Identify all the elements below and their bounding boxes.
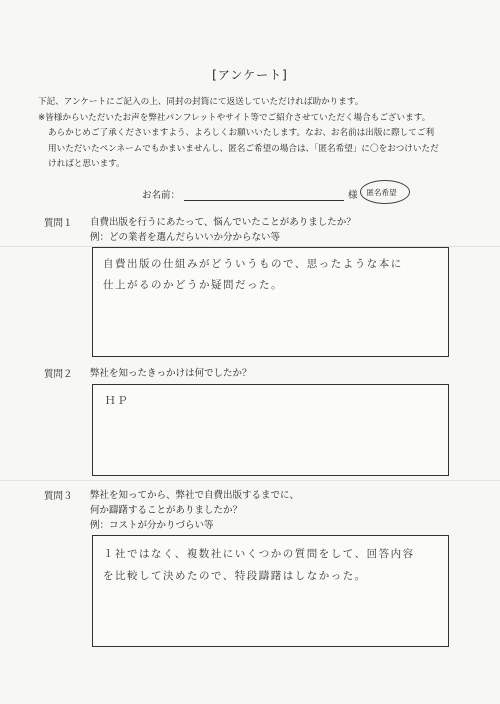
question-number: 質問３ bbox=[44, 491, 73, 502]
handwritten-answer-line: 仕上がるのかどうか疑問だった。 bbox=[103, 279, 283, 291]
question-3 bbox=[44, 488, 299, 533]
answer-box-2[interactable] bbox=[92, 384, 449, 476]
handwritten-answer-line: １社ではなく、複数社にいくつかの質問をして、回答内容 bbox=[103, 548, 415, 560]
name-label: お名前： bbox=[142, 190, 181, 201]
intro-line: 下記、アンケートにご記入の上、同封の封筒にて返送していただければ助かります。 bbox=[38, 97, 364, 107]
page-title: [アンケート] bbox=[212, 68, 288, 82]
anonymous-label: 匿名希望 bbox=[366, 188, 397, 197]
name-row bbox=[142, 184, 402, 201]
question-1 bbox=[44, 215, 356, 245]
anonymous-circle-mark bbox=[360, 180, 410, 204]
question-text: 弊社を知ってから、弊社で自費出版するまでに、 bbox=[90, 490, 300, 501]
paper-fold-line bbox=[0, 480, 500, 481]
name-suffix: 様 bbox=[348, 190, 358, 201]
question-number: 質問２ bbox=[44, 369, 73, 380]
question-example: 例：どの業者を選んだらいいか分からない等 bbox=[90, 232, 281, 243]
answer-box-1[interactable] bbox=[92, 247, 449, 357]
question-example: 例：コストが分かりづらい等 bbox=[90, 520, 214, 531]
anonymous-option[interactable] bbox=[362, 184, 402, 201]
question-text: 自費出版を行うにあたって、悩んでいたことがありましたか？ bbox=[90, 217, 356, 228]
handwritten-answer-line: ＨＰ bbox=[105, 395, 129, 407]
intro-line: あらかじめご了承くださいますよう、よろしくお願いいたします。なお、お名前は出版に際してご利 bbox=[48, 128, 435, 138]
question-number: 質問１ bbox=[44, 218, 73, 229]
intro-line: 用いただいたペンネームでもかまいませんし、匿名ご希望の場合は、「匿名希望」に〇をおつけいただ bbox=[48, 143, 439, 154]
answer-box-3[interactable] bbox=[92, 535, 449, 647]
question-text: 弊社を知ったきっかけは何でしたか？ bbox=[90, 368, 252, 379]
handwritten-answer-line: 自費出版の仕組みがどういうもので、思ったような本に bbox=[103, 258, 403, 270]
question-text: 何か躊躇することがありましたか？ bbox=[90, 505, 243, 516]
intro-text bbox=[38, 95, 458, 173]
question-2 bbox=[44, 366, 252, 381]
handwritten-answer-line: を比較して決めたので、特段躊躇はしなかった。 bbox=[103, 570, 367, 582]
intro-line: ければと思います。 bbox=[48, 159, 125, 169]
name-field[interactable] bbox=[184, 188, 344, 201]
intro-line: ※皆様からいただいたお声を弊社パンフレットやサイト等でご紹介させていただく場合もございます。 bbox=[38, 112, 431, 123]
